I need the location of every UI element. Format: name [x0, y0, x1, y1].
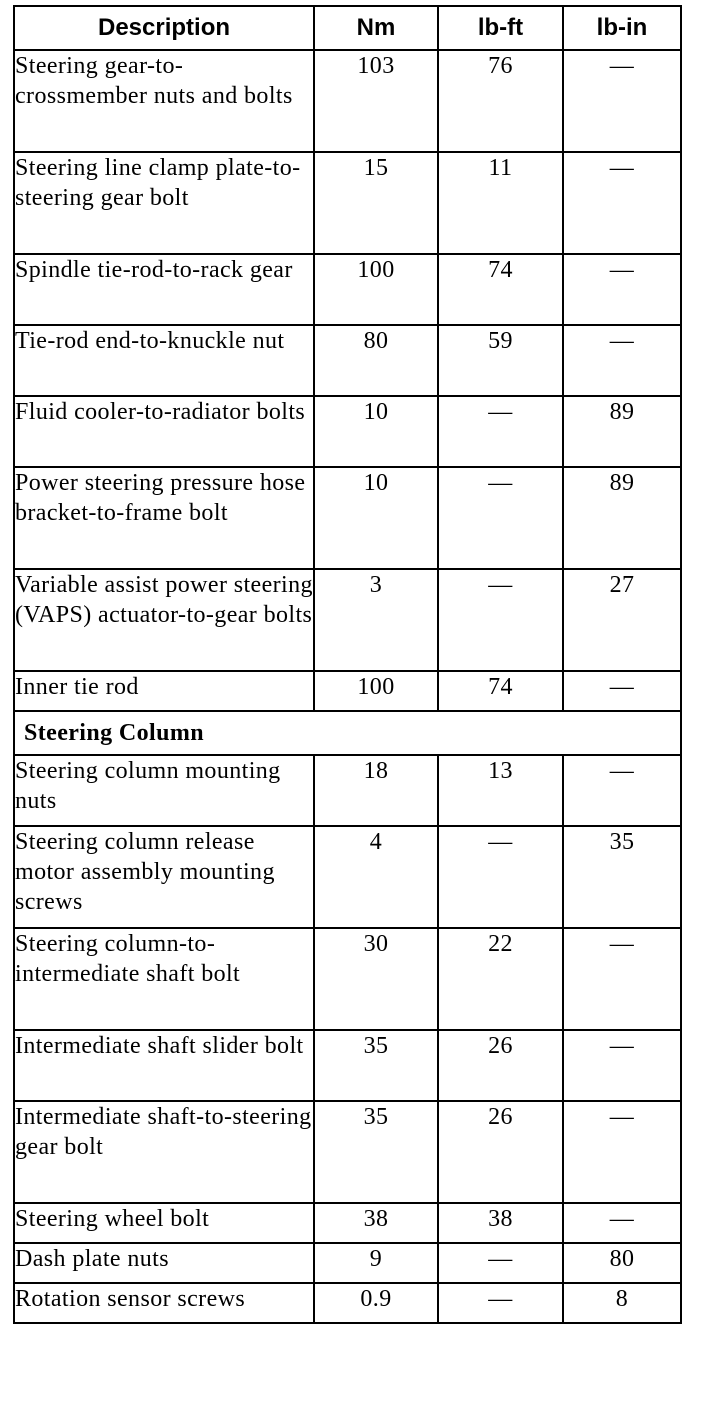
row-nm: 80	[314, 325, 438, 396]
table-row	[14, 1283, 681, 1323]
row-lb-ft: 22	[438, 928, 563, 1030]
row-lb-ft: 26	[438, 1030, 563, 1101]
table-row	[14, 396, 681, 467]
table-row	[14, 826, 681, 928]
row-lb-in: —	[563, 254, 681, 325]
row-lb-ft: 59	[438, 325, 563, 396]
row-lb-in: —	[563, 1203, 681, 1243]
section-row	[14, 711, 681, 755]
row-nm: 35	[314, 1030, 438, 1101]
row-lb-ft: —	[438, 826, 563, 928]
row-description: Variable assist power steering (VAPS) actuator-to-gear bolts	[14, 569, 314, 671]
row-lb-ft: —	[438, 1283, 563, 1323]
row-nm: 100	[314, 254, 438, 325]
header-description: Description	[14, 6, 314, 50]
row-description: Steering gear-to-crossmember nuts and bolts	[14, 50, 314, 152]
row-description: Rotation sensor screws	[14, 1283, 314, 1323]
table-row	[14, 928, 681, 1030]
row-lb-in: —	[563, 671, 681, 711]
row-lb-in: —	[563, 1101, 681, 1203]
row-description: Spindle tie-rod-to-rack gear	[14, 254, 314, 325]
row-nm: 30	[314, 928, 438, 1030]
table-row	[14, 152, 681, 254]
row-lb-in: 89	[563, 467, 681, 569]
row-lb-ft: 74	[438, 671, 563, 711]
row-lb-in: —	[563, 755, 681, 826]
row-description: Power steering pressure hose bracket-to-frame bolt	[14, 467, 314, 569]
row-lb-in: 35	[563, 826, 681, 928]
row-lb-ft: —	[438, 467, 563, 569]
row-description: Steering column mounting nuts	[14, 755, 314, 826]
row-nm: 38	[314, 1203, 438, 1243]
row-nm: 3	[314, 569, 438, 671]
table-row	[14, 1243, 681, 1283]
row-description: Steering wheel bolt	[14, 1203, 314, 1243]
row-lb-ft: 76	[438, 50, 563, 152]
row-lb-in: 27	[563, 569, 681, 671]
row-lb-in: —	[563, 1030, 681, 1101]
table-row	[14, 755, 681, 826]
row-lb-in: 80	[563, 1243, 681, 1283]
row-lb-in: —	[563, 152, 681, 254]
row-description: Steering column release motor assembly mounting screws	[14, 826, 314, 928]
row-nm: 35	[314, 1101, 438, 1203]
row-nm: 10	[314, 396, 438, 467]
header-row	[14, 6, 681, 50]
row-nm: 10	[314, 467, 438, 569]
row-description: Intermediate shaft slider bolt	[14, 1030, 314, 1101]
row-lb-in: —	[563, 928, 681, 1030]
row-description: Steering column-to-intermediate shaft bolt	[14, 928, 314, 1030]
header-lb-in: lb-in	[563, 6, 681, 50]
row-nm: 15	[314, 152, 438, 254]
row-lb-ft: 74	[438, 254, 563, 325]
table-row	[14, 1030, 681, 1101]
torque-spec-table	[13, 5, 682, 1324]
row-description: Inner tie rod	[14, 671, 314, 711]
row-nm: 0.9	[314, 1283, 438, 1323]
table-row	[14, 671, 681, 711]
row-lb-in: 89	[563, 396, 681, 467]
row-description: Fluid cooler-to-radiator bolts	[14, 396, 314, 467]
row-lb-in: —	[563, 50, 681, 152]
row-lb-ft: 13	[438, 755, 563, 826]
row-lb-ft: —	[438, 1243, 563, 1283]
table-row	[14, 467, 681, 569]
row-description: Dash plate nuts	[14, 1243, 314, 1283]
row-description: Intermediate shaft-to-steering gear bolt	[14, 1101, 314, 1203]
row-nm: 9	[314, 1243, 438, 1283]
row-nm: 103	[314, 50, 438, 152]
row-lb-in: —	[563, 325, 681, 396]
row-lb-ft: —	[438, 396, 563, 467]
table-row	[14, 1101, 681, 1203]
header-lb-ft: lb-ft	[438, 6, 563, 50]
table-row	[14, 50, 681, 152]
table-row	[14, 1203, 681, 1243]
row-lb-ft: 26	[438, 1101, 563, 1203]
row-lb-in: 8	[563, 1283, 681, 1323]
row-nm: 100	[314, 671, 438, 711]
row-lb-ft: —	[438, 569, 563, 671]
header-nm: Nm	[314, 6, 438, 50]
table-row	[14, 569, 681, 671]
row-lb-ft: 38	[438, 1203, 563, 1243]
row-description: Steering line clamp plate-to-steering gear bolt	[14, 152, 314, 254]
row-description: Tie-rod end-to-knuckle nut	[14, 325, 314, 396]
row-nm: 4	[314, 826, 438, 928]
section-title: Steering Column	[14, 711, 681, 755]
table-row	[14, 254, 681, 325]
row-lb-ft: 11	[438, 152, 563, 254]
row-nm: 18	[314, 755, 438, 826]
table-row	[14, 325, 681, 396]
